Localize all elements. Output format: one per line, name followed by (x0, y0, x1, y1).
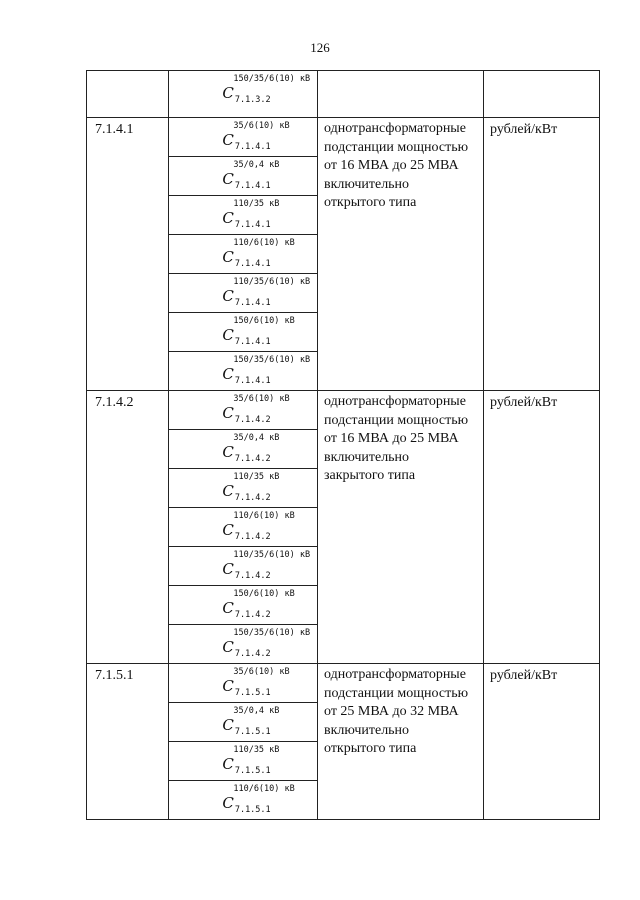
rate-formula (216, 547, 311, 581)
rate-formula (216, 508, 295, 542)
formula-symbol: C (222, 443, 234, 461)
description-line: подстанции мощностью (324, 412, 469, 428)
code-cell: 7.1.5.1 (87, 664, 169, 820)
description-line: включительно (324, 176, 410, 192)
formula-subscript: 7.1.4.1 (234, 181, 271, 191)
formula-subscript: 7.1.4.2 (234, 532, 271, 542)
page-number: 126 (310, 40, 330, 55)
formula-cell (169, 352, 318, 391)
formula-symbol: C (222, 209, 234, 227)
formula-cell (169, 547, 318, 586)
formula-cell (169, 469, 318, 508)
formula-cell (169, 157, 318, 196)
description-cell (318, 391, 484, 664)
formula-superscript: 35/6(10) кВ (233, 667, 290, 677)
rate-formula (216, 781, 295, 815)
table-row (87, 118, 600, 157)
formula-superscript: 110/6(10) кВ (233, 784, 295, 794)
formula-subscript: 7.1.4.1 (234, 259, 271, 269)
formula-superscript: 150/35/6(10) кВ (233, 355, 311, 365)
rate-formula (216, 313, 295, 347)
formula-superscript: 110/35/6(10) кВ (233, 277, 311, 287)
formula-subscript: 7.1.5.1 (234, 727, 271, 737)
rate-formula (216, 71, 311, 105)
formula-subscript: 7.1.4.2 (234, 493, 271, 503)
formula-subscript: 7.1.3.2 (234, 95, 271, 105)
formula-subscript: 7.1.5.1 (234, 805, 271, 815)
description-line: от 16 МВА до 25 МВА (324, 158, 459, 173)
formula-cell (169, 586, 318, 625)
formula-superscript: 35/0,4 кВ (233, 160, 280, 170)
description-line: включительно (324, 449, 410, 465)
description-line: подстанции мощностью (324, 685, 469, 701)
formula-superscript: 150/35/6(10) кВ (233, 628, 311, 638)
formula-symbol: C (222, 521, 234, 539)
formula-cell (169, 625, 318, 664)
table-row (87, 391, 600, 430)
description-line: подстанции мощностью (324, 139, 469, 155)
formula-superscript: 110/35 кВ (233, 745, 280, 755)
code-cell: 7.1.4.2 (87, 391, 169, 664)
formula-superscript: 35/6(10) кВ (233, 121, 290, 131)
rate-formula (216, 625, 311, 659)
table-row (87, 664, 600, 703)
tariff-table (86, 70, 600, 820)
formula-symbol: C (222, 287, 234, 305)
formula-superscript: 110/35 кВ (233, 199, 280, 209)
rate-formula (216, 664, 290, 698)
formula-symbol: C (222, 326, 234, 344)
formula-cell (169, 274, 318, 313)
rate-formula (216, 196, 280, 230)
formula-superscript: 150/35/6(10) кВ (233, 74, 311, 84)
rate-formula (216, 157, 280, 191)
formula-subscript: 7.1.4.2 (234, 649, 271, 659)
formula-cell (169, 313, 318, 352)
formula-symbol: C (222, 677, 234, 695)
formula-symbol: C (222, 170, 234, 188)
formula-symbol: C (222, 599, 234, 617)
formula-symbol: C (222, 560, 234, 578)
formula-subscript: 7.1.4.2 (234, 454, 271, 464)
formula-symbol: C (222, 365, 234, 383)
formula-cell (169, 391, 318, 430)
description-line: открытого типа (324, 741, 417, 756)
unit-cell: рублей/кВт (484, 664, 600, 820)
description-cell (318, 118, 484, 391)
formula-superscript: 110/35 кВ (233, 472, 280, 482)
description-cell (318, 71, 484, 118)
unit-cell (484, 71, 600, 118)
rate-formula (216, 742, 280, 776)
formula-cell (169, 118, 318, 157)
code-cell: 7.1.4.1 (87, 118, 169, 391)
rate-formula (216, 391, 290, 425)
description-line: однотрансформаторные (324, 121, 466, 136)
formula-cell (169, 742, 318, 781)
description-cell (318, 664, 484, 820)
formula-superscript: 35/6(10) кВ (233, 394, 290, 404)
unit-cell: рублей/кВт (484, 118, 600, 391)
table-row (87, 71, 600, 118)
formula-subscript: 7.1.4.2 (234, 415, 271, 425)
formula-subscript: 7.1.4.1 (234, 142, 271, 152)
formula-superscript: 110/35/6(10) кВ (233, 550, 311, 560)
formula-superscript: 150/6(10) кВ (233, 316, 295, 326)
description-line: закрытого типа (324, 468, 416, 483)
formula-subscript: 7.1.4.2 (234, 610, 271, 620)
formula-subscript: 7.1.5.1 (234, 688, 271, 698)
description-line: включительно (324, 722, 410, 738)
formula-cell (169, 196, 318, 235)
formula-symbol: C (222, 716, 234, 734)
formula-symbol: C (222, 248, 234, 266)
formula-cell (169, 430, 318, 469)
formula-symbol: C (222, 794, 234, 812)
formula-superscript: 150/6(10) кВ (233, 589, 295, 599)
formula-symbol: C (222, 482, 234, 500)
formula-subscript: 7.1.5.1 (234, 766, 271, 776)
formula-symbol: C (222, 404, 234, 422)
formula-symbol: C (222, 638, 234, 656)
formula-symbol: C (222, 84, 234, 102)
formula-superscript: 110/6(10) кВ (233, 238, 295, 248)
formula-superscript: 35/0,4 кВ (233, 433, 280, 443)
rate-formula (216, 586, 295, 620)
rate-formula (216, 118, 290, 152)
formula-subscript: 7.1.4.1 (234, 376, 271, 386)
rate-formula (216, 469, 280, 503)
code-cell (87, 71, 169, 118)
formula-symbol: C (222, 131, 234, 149)
formula-subscript: 7.1.4.2 (234, 571, 271, 581)
formula-superscript: 35/0,4 кВ (233, 706, 280, 716)
description-line: однотрансформаторные (324, 394, 466, 409)
formula-symbol: C (222, 755, 234, 773)
formula-cell (169, 781, 318, 820)
formula-subscript: 7.1.4.1 (234, 220, 271, 230)
formula-cell (169, 235, 318, 274)
formula-subscript: 7.1.4.1 (234, 298, 271, 308)
description-line: от 25 МВА до 32 МВА (324, 704, 459, 719)
rate-formula (216, 703, 280, 737)
formula-subscript: 7.1.4.1 (234, 337, 271, 347)
formula-cell (169, 71, 318, 118)
description-line: однотрансформаторные (324, 667, 466, 682)
unit-cell: рублей/кВт (484, 391, 600, 664)
formula-cell (169, 703, 318, 742)
formula-superscript: 110/6(10) кВ (233, 511, 295, 521)
description-line: от 16 МВА до 25 МВА (324, 431, 459, 446)
rate-formula (216, 274, 311, 308)
formula-cell (169, 508, 318, 547)
rate-formula (216, 235, 295, 269)
formula-cell (169, 664, 318, 703)
description-line: открытого типа (324, 195, 417, 210)
rate-formula (216, 352, 311, 386)
rate-formula (216, 430, 280, 464)
